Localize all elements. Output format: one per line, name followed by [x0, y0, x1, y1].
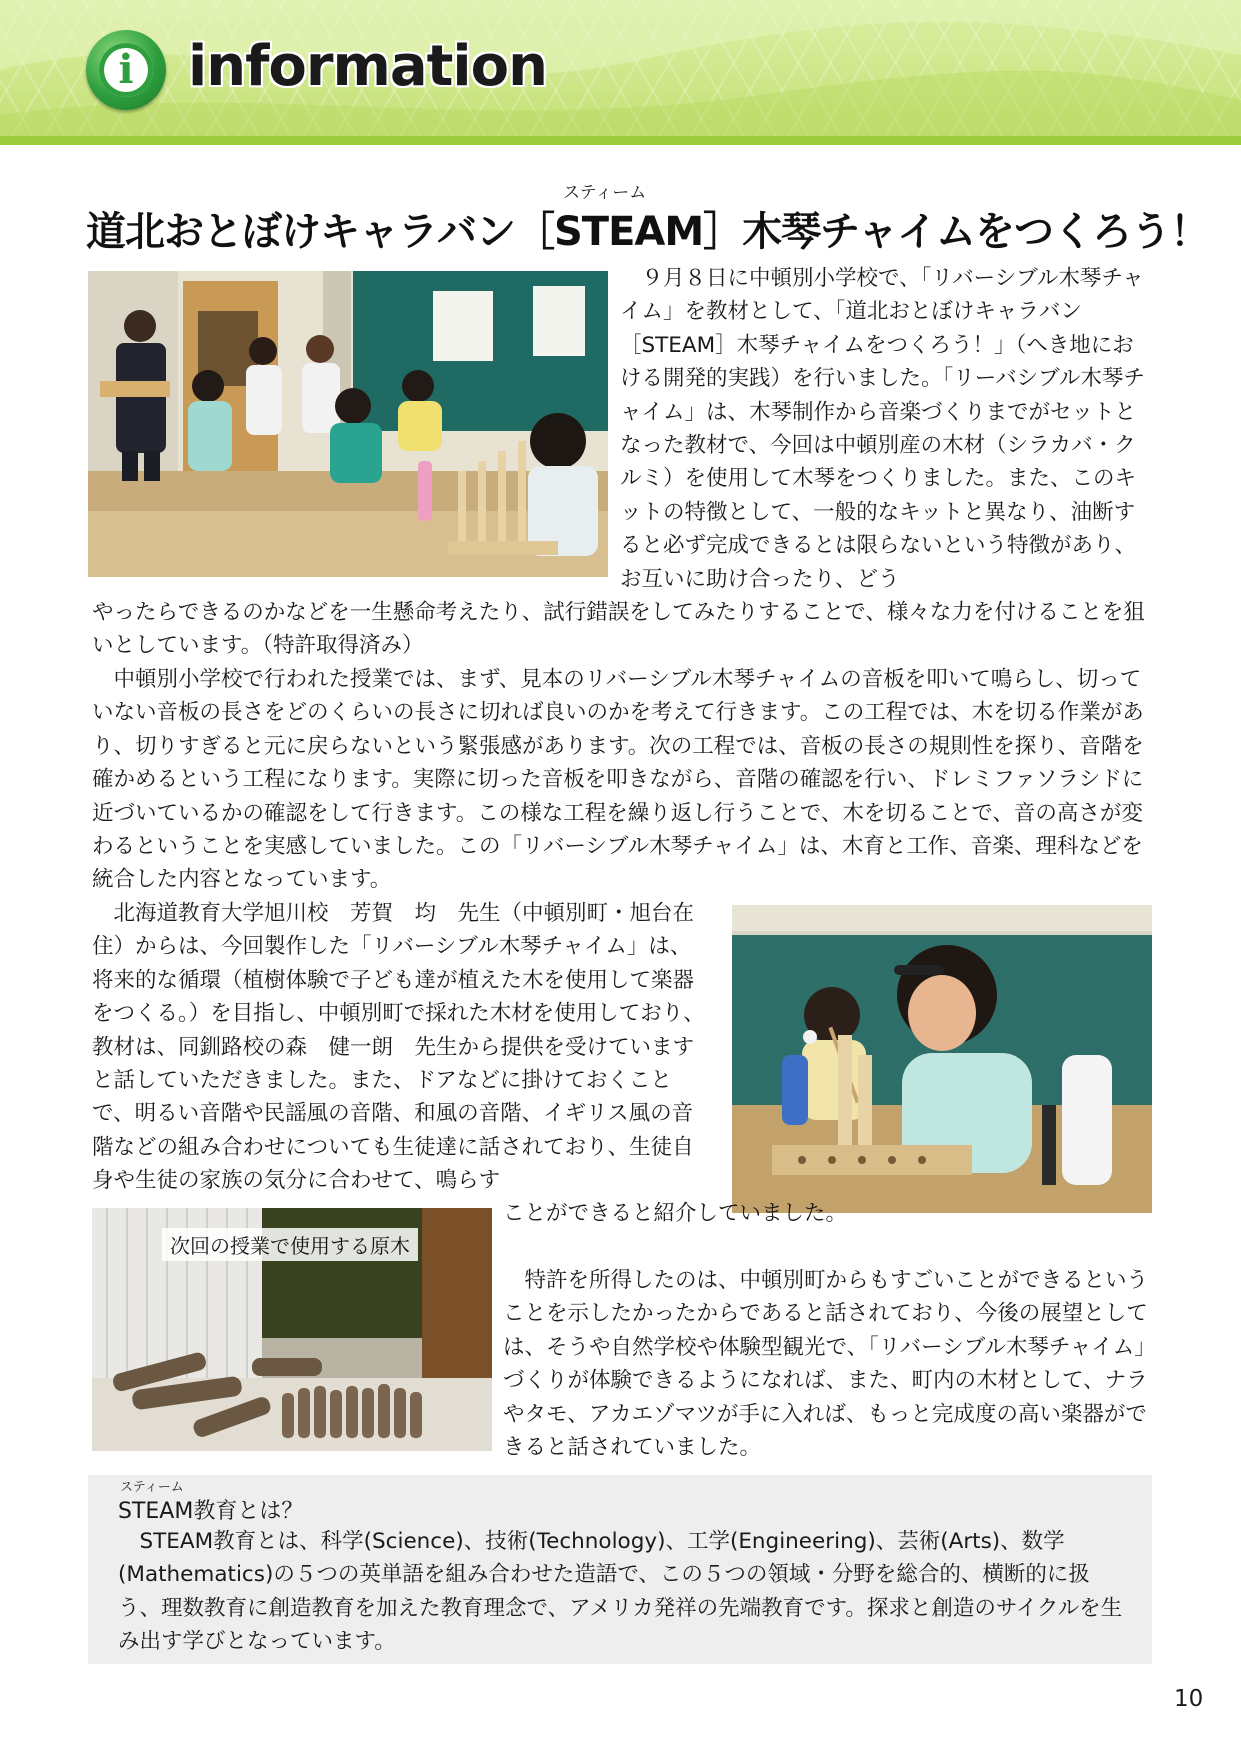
header-divider	[0, 136, 1241, 145]
title-ruby: スティーム	[563, 183, 647, 203]
paragraph-2: 中頓別小学校で行われた授業では、まず、見本のリバーシブル木琴チャイムの音板を叩いて鳴らし、切っていない音板の長さをどのくらいの長さに切れば良いのかを考えて行きます。この工程では、木を切る作業があり、切りすぎると元に戻らないという緊張感があります。次の工程では、音板の長さの規則性を探り、音階を確かめるという工程になります。実際に切った音板を叩きながら、音階の確認を行い、ドレミファソラシドに近づいているかの確認をして行きます。この様な工程を繰り返し行うことで、木を切ることで、音の高さが変わるということを実感していました。この「リバーシブル木琴チャイム」は、木育と工作、音楽、理科などを統合した内容となっています。	[92, 667, 1144, 893]
article-title: 道北おとぼけキャラバン［STEAM］木琴チャイムをつくろう！	[86, 209, 1209, 255]
steam-body: STEAM教育とは、科学(Science)、技術(Technology)、工学(Engineering)、芸術(Arts)、数学(Mathematics)の５つの英単語を組み合わせた造語で、この５つの領域・分野を総合的、横断的に扱う、理数教育に創造教育を加えた教育理念で、アメリカ発祥の先端教育です。探求と創造のサイクルを生み出す学びとなっています。	[118, 1529, 1123, 1655]
steam-ruby: スティーム	[120, 1480, 184, 1495]
paragraph-3: 北海道教育大学旭川校 芳賀 均 先生（中頓別町・旭台在住）からは、今回製作した「リバーシブル木琴チャイム」は、将来的な循環（植樹体験で子ども達が植えた木を使用して楽器をつくる。）を目指し、中頓別町で採れた木材を使用しており、教材は、同釧路校の森 健一朗 先生から提供を受けていますと話していただきました。また、ドアなどに掛けておくことで、明るい音階や民謡風の音階、和風の音階、イギリス風の音階などの組み合わせについても生徒達に話されており、生徒自身や生徒の家族の気分に合わせて、鳴らす	[92, 901, 705, 1194]
header-wave-pattern	[0, 0, 1241, 138]
paragraph-1-right: ９月８日に中頓別小学校で、「リバーシブル木琴チャイム」を教材として、「道北おとぼけキャラバン［STEAM］木琴チャイムをつくろう！」（へき地における開発的実践）を行いました。「リーバシブル木琴チャイム」は、木琴制作から音楽づくりまでがセットとなった教材で、今回は中頓別産の木材（シラカバ・クルミ）を使用して木琴をつくりました。また、このキットの特徴として、一般的なキットと異なり、油断すると必ず完成できるとは限らないという特徴があり、お互いに助け合ったり、どう	[620, 266, 1145, 592]
paragraph-1-continued: やったらできるのかなどを一生懸命考えたり、試行錯誤をしてみたりすることで、様々な力を付けることを狙いとしています。（特許取得済み）	[92, 600, 1145, 659]
student-xylophone-photo	[732, 905, 1152, 1213]
page-header	[0, 0, 1241, 138]
info-icon: i	[86, 30, 166, 110]
paragraph-3-continued: ことができると紹介していました。	[503, 1201, 848, 1226]
logs-photo	[92, 1208, 492, 1451]
photo-caption: 次回の授業で使用する原木	[162, 1228, 418, 1261]
steam-heading: STEAM教育とは？	[118, 1499, 304, 1524]
paragraph-4: 特許を所得したのは、中頓別町からもすごいことができるということを示したかったからであると話されており、今後の展望としては、そうや自然学校や体験型観光で、「リバーシブル木琴チャイム」づくりが体験できるようになれば、また、町内の木材として、ナラやタモ、アカエゾマツが手に入れば、もっと完成度の高い楽器ができると話されていました。	[503, 1268, 1149, 1461]
classroom-photo	[88, 271, 608, 577]
header-title: information	[188, 34, 547, 99]
page-number: 10	[1174, 1686, 1204, 1712]
